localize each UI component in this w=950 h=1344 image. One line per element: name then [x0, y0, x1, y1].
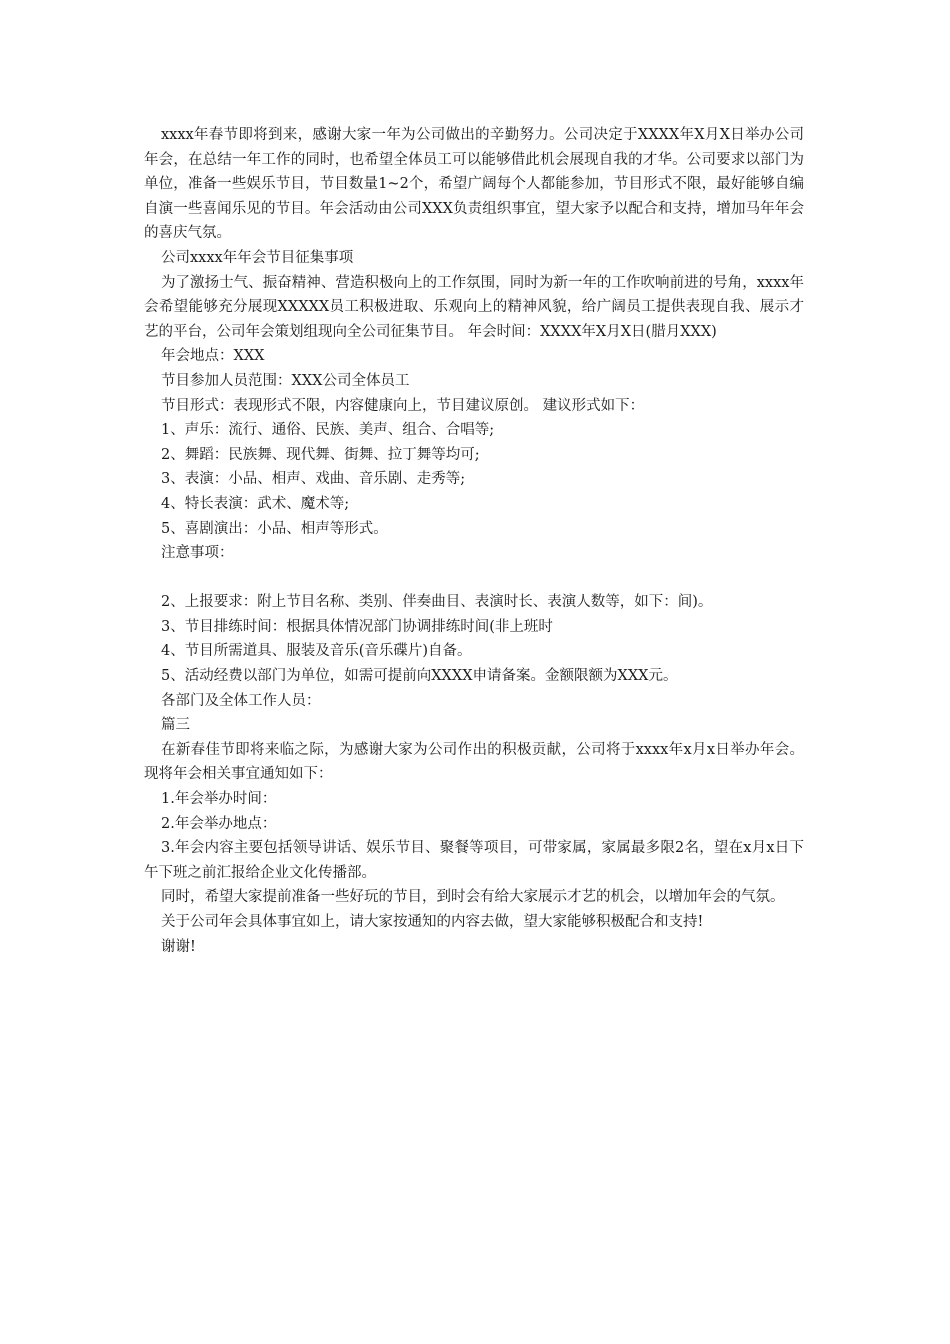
- list-item: 3.年会内容主要包括领导讲话、娱乐节目、聚餐等项目，可带家属，家属最多限2名，望在x月x日下午下班之前汇报给企业文化传播部。: [144, 840, 804, 881]
- list-item: 1.年会举办时间：: [161, 791, 277, 808]
- program-call-paragraph: 为了激扬士气、振奋精神、营造积极向上的工作氛围，同时为新一年的工作吹响前进的号角，xxxx年会希望能够充分展现XXXXX员工积极进取、乐观向上的精神风貌，给广阔员工提供表现自我、展示才艺的平台，公司年会策划组现向全公司征集节目。 年会时间：XXXX年X月X日(腊月XXX): [144, 274, 804, 340]
- section-heading-program-call: 公司xxxx年年会节目征集事项: [161, 249, 354, 266]
- list-item: 4、特长表演：武术、魔术等;: [161, 495, 350, 512]
- notice-intro-paragraph: 在新春佳节即将来临之际，为感谢大家为公司作出的积极贡献，公司将于xxxx年x月x日举办年会。现将年会相关事宜通知如下：: [144, 741, 804, 783]
- list-item: 5、活动经费以部门为单位，如需可提前向XXXX申请备案。金额限额为XXX元。: [161, 668, 678, 685]
- document-body: [144, 123, 804, 959]
- section-heading-part-three: 篇三: [161, 717, 190, 734]
- intro-paragraph: xxxx年春节即将到来，感谢大家一年为公司做出的辛勤努力。公司决定于XXXX年X月X日举办公司年会，在总结一年工作的同时，也希望全体员工可以能够借此机会展现自我的才华。公司要求以部门为单位，准备一些娱乐节目，节目数量1~2个，希望广阔每个人都能参加，节目形式不限，最好能够自编自演一些喜闻乐见的节目。年会活动由公司XXX负责组织事宜，望大家予以配合和支持，增加马年年会的喜庆气氛。: [144, 127, 804, 242]
- thanks-line: 谢谢!: [161, 938, 196, 955]
- closing-paragraph: 同时，希望大家提前准备一些好玩的节目，到时会有给大家展示才艺的机会，以增加年会的气氛。: [161, 889, 785, 906]
- closing-request-line: 关于公司年会具体事宜如上，请大家按通知的内容去做，望大家能够积极配合和支持!: [161, 914, 704, 930]
- program-format-line: 节目形式：表现形式不限，内容健康向上，节目建议原创。 建议形式如下：: [161, 397, 645, 414]
- list-item: 2.年会举办地点：: [161, 815, 277, 832]
- list-item: 3、表演：小品、相声、戏曲、音乐剧、走秀等;: [161, 471, 466, 488]
- blank-line: [144, 566, 804, 591]
- list-item: 2、舞蹈：民族舞、现代舞、街舞、拉丁舞等均可;: [161, 446, 480, 463]
- list-item: 4、节目所需道具、服装及音乐(音乐碟片)自备。: [161, 643, 472, 660]
- venue-line: 年会地点：XXX: [161, 348, 265, 365]
- list-item: 1、声乐：流行、通俗、民族、美声、组合、合唱等;: [161, 422, 495, 439]
- notes-heading: 注意事项：: [161, 545, 234, 562]
- list-item: 3、节目排练时间：根据具体情况部门协调排练时间(非上班时: [161, 618, 553, 635]
- participants-line: 节目参加人员范围：XXX公司全体员工: [161, 372, 410, 389]
- addressee-line: 各部门及全体工作人员：: [161, 692, 321, 709]
- list-item: 2、上报要求：附上节目名称、类别、伴奏曲目、表演时长、表演人数等，如下：间)。: [161, 594, 713, 611]
- list-item: 5、喜剧演出：小品、相声等形式。: [161, 520, 388, 537]
